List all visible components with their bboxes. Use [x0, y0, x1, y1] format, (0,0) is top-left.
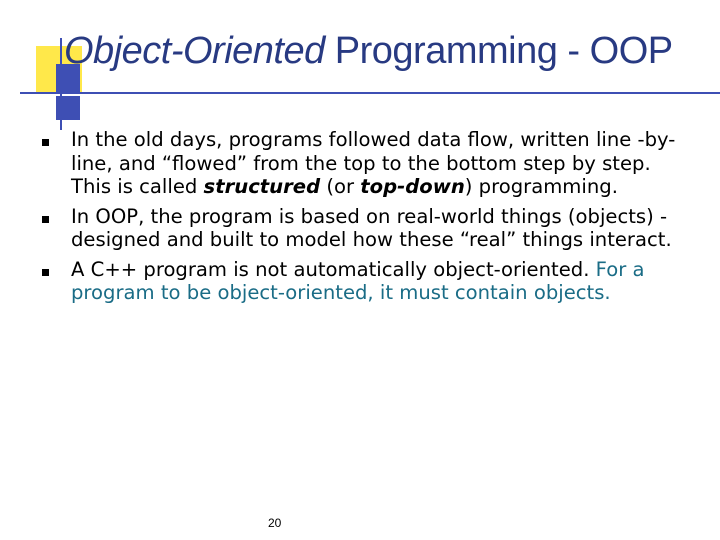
bullet-item-structured — [38, 128, 688, 199]
bullet-text-start: In the old days, programs followed data flow, written line -by-line, and “flowed” from the top to the bottom step by step. This is called — [71, 128, 676, 198]
decor-vertical-line — [60, 38, 62, 130]
square-bullet-icon — [42, 216, 49, 223]
bullet-text-mid: (or — [320, 175, 361, 198]
emphasis-structured: structured — [203, 175, 321, 198]
bullet-item-oop — [38, 205, 688, 252]
bullet-text: A C++ program is not automatically object-oriented. — [71, 257, 596, 281]
square-bullet-icon — [42, 139, 49, 146]
highlighted-text: For a program to be object-oriented, it must contain objects. — [71, 257, 645, 304]
title-rest-part: Programming - OOP — [324, 30, 673, 72]
bullet-text-end: ) programming. — [464, 175, 618, 198]
page-number: 20 — [268, 516, 282, 530]
emphasis-top-down: top-down — [360, 175, 465, 198]
square-bullet-icon — [42, 269, 49, 276]
decor-horizontal-line — [20, 92, 720, 94]
bullet-item-cpp — [38, 258, 688, 305]
title-italic-part: Object-Oriented — [64, 30, 325, 72]
slide-title — [64, 30, 673, 73]
bullet-list — [38, 128, 688, 311]
bullet-text: In OOP, the program is based on real-world things (objects) - designed and built to model how these “real” things interact. — [71, 204, 672, 251]
